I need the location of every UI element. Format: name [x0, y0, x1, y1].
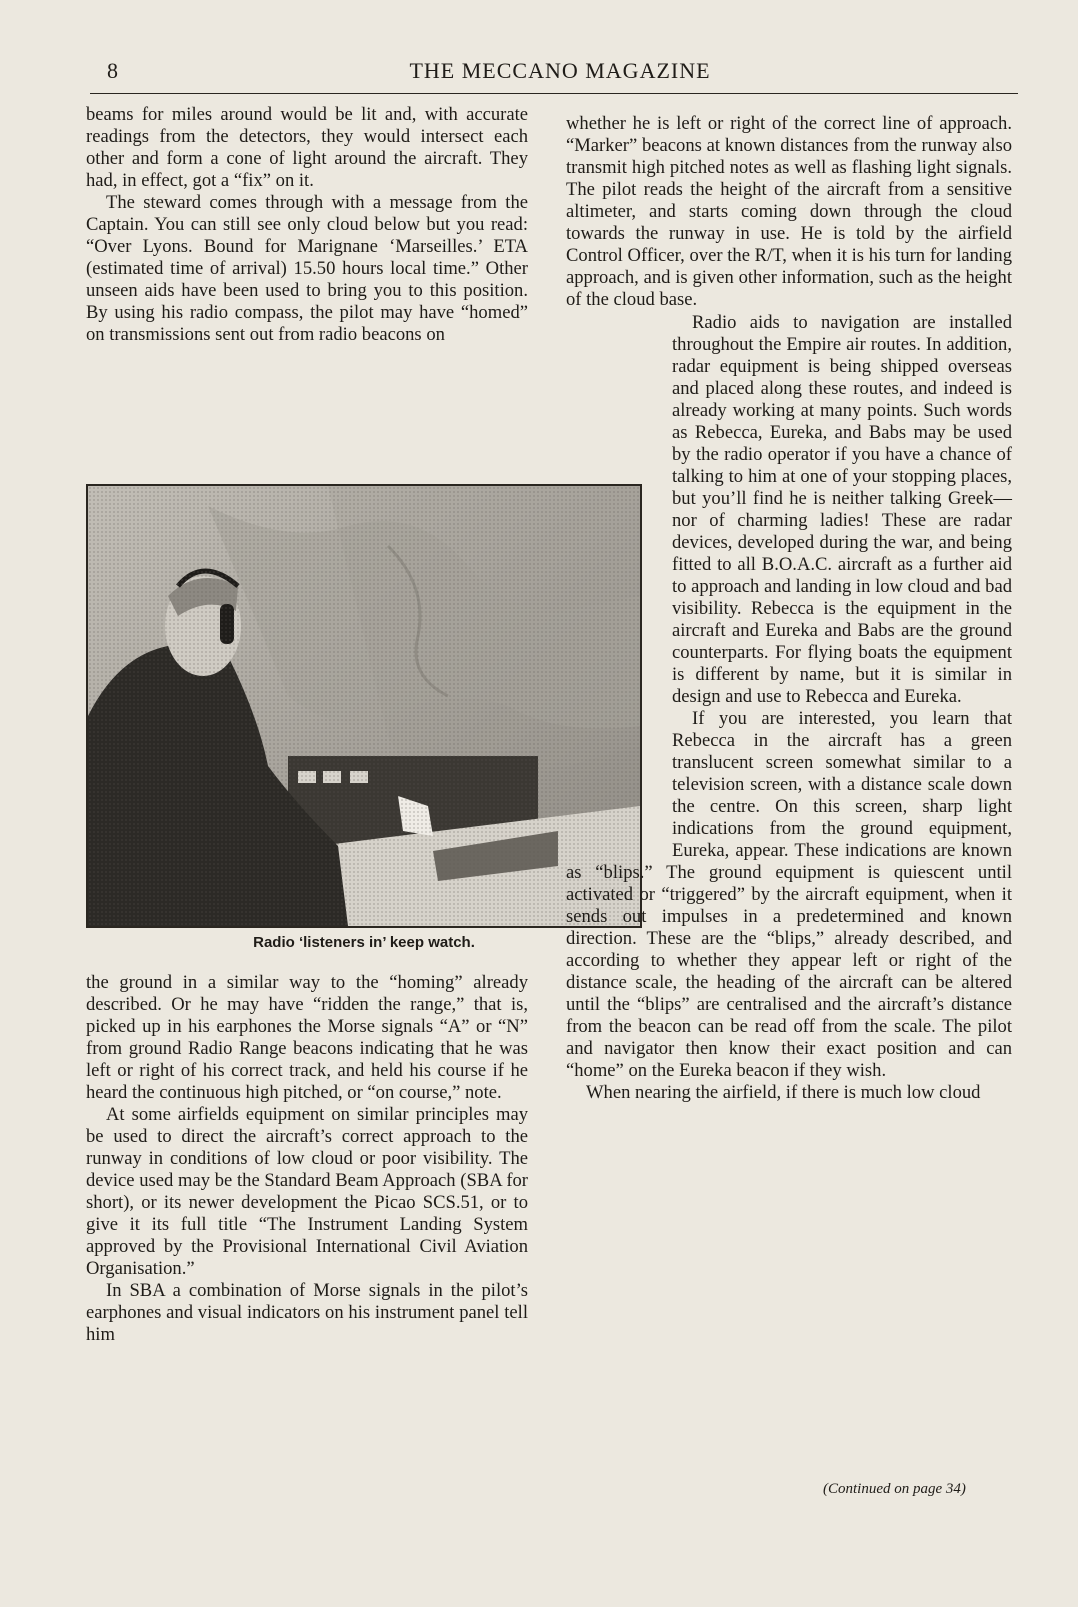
paragraph: If you are interested, you learn that Rebecca in the aircraft has a green translucent screen somewhat similar to a television screen, with a distance scale down the centre. On this screen, sharp light indications from the ground equipment, Eureka, appear. These indications are known as “blips.” The ground equipment is quiescent until activated or “triggered” by the aircraft equipment, when it sends out impulses in a predetermined and known direction. These are the “blips,” already described, and according to whether they appear left or right of the distance scale, the heading of the aircraft can be altered until the “blips” are centralised and the aircraft’s distance from the beacon can be read off from the scale. The pilot and navigator then know their exact position and can “home” on the Eureka beacon if they wish. [566, 708, 1012, 1081]
photo-caption: Radio ‘listeners in’ keep watch. [253, 934, 475, 951]
paragraph: At some airfields equipment on similar principles may be used to direct the aircraft’s correct approach to the runway in conditions of low cloud or poor visibility. The device used may be the Standard Beam Approach (SBA for short), or its newer development the Picao SCS.51, or to give it its full title “The Instrument Landing System approved by the Provisional International Civil Aviation Organisation.” [86, 1104, 528, 1279]
header-rule [90, 93, 1018, 94]
figure-wrap-space [566, 312, 672, 844]
left-column-top [86, 104, 528, 346]
paragraph: The steward comes through with a message from the Captain. You can still see only cloud below but you read: “Over Lyons. Bound for Marignane ‘Marseilles.’ ETA (estimated time of arrival) 15.50 hours local time.” Other unseen aids have been used to bring you to this position. By using his radio compass, the pilot may have “homed” on transmissions sent out from radio beacons on [86, 192, 528, 345]
photo-illustration [88, 486, 640, 926]
paragraph: Radio aids to navigation are installed throughout the Empire air routes. In addition, radar equipment is being shipped overseas and placed along these routes, and indeed is already working at many points. Such words as Rebecca, Eureka, and Babs may be used by the radio operator if you have a chance of talking to him at one of your stopping places, but you’ll find he is neither talking Greek—nor of charming ladies! These are radar devices, developed during the war, and being fitted to all B.O.A.C. aircraft as a further aid to approach and landing in low cloud and bad visibility. Rebecca is the equipment in the aircraft and Eureka and Babs are the ground counterparts. For flying boats the equipment is different by name, but it is similar in design and use to Rebecca and Eureka. [672, 312, 1012, 707]
page-number: 8 [107, 58, 118, 83]
right-column [566, 113, 1012, 1104]
photo-radio-operator [86, 484, 642, 928]
paragraph: When nearing the airfield, if there is much low cloud [586, 1082, 981, 1103]
running-head: THE MECCANO MAGAZINE [409, 58, 711, 83]
paragraph: whether he is left or right of the correct line of approach. “Marker” beacons at known distances from the runway also transmit high pitched notes as well as flashing light signals. The pilot reads the height of the aircraft from a sensitive altimeter, and starts coming down through the cloud towards the runway in use. He is told by the airfield Control Officer, over the R/T, when it is his turn for landing approach, and is given other information, such as the height of the cloud base. [566, 113, 1012, 310]
photo-figure [86, 484, 642, 966]
continued-note: (Continued on page 34) [823, 1481, 966, 1497]
paragraph: beams for miles around would be lit and, with accurate readings from the detectors, they would intersect each other and form a cone of light around the aircraft. They had, in effect, got a “fix” on it. [86, 104, 528, 191]
left-column-bottom [86, 972, 528, 1346]
paragraph: the ground in a similar way to the “homing” already described. Or he may have “ridden the range,” that is, picked up in his earphones the Morse signals “A” or “N” from ground Radio Range beacons indicating that he was left or right of his correct track, and held his course if he heard the continuous high pitched, or “on course,” note. [86, 972, 528, 1103]
paragraph: In SBA a combination of Morse signals in the pilot’s earphones and visual indicators on his instrument panel tell him [86, 1280, 528, 1345]
